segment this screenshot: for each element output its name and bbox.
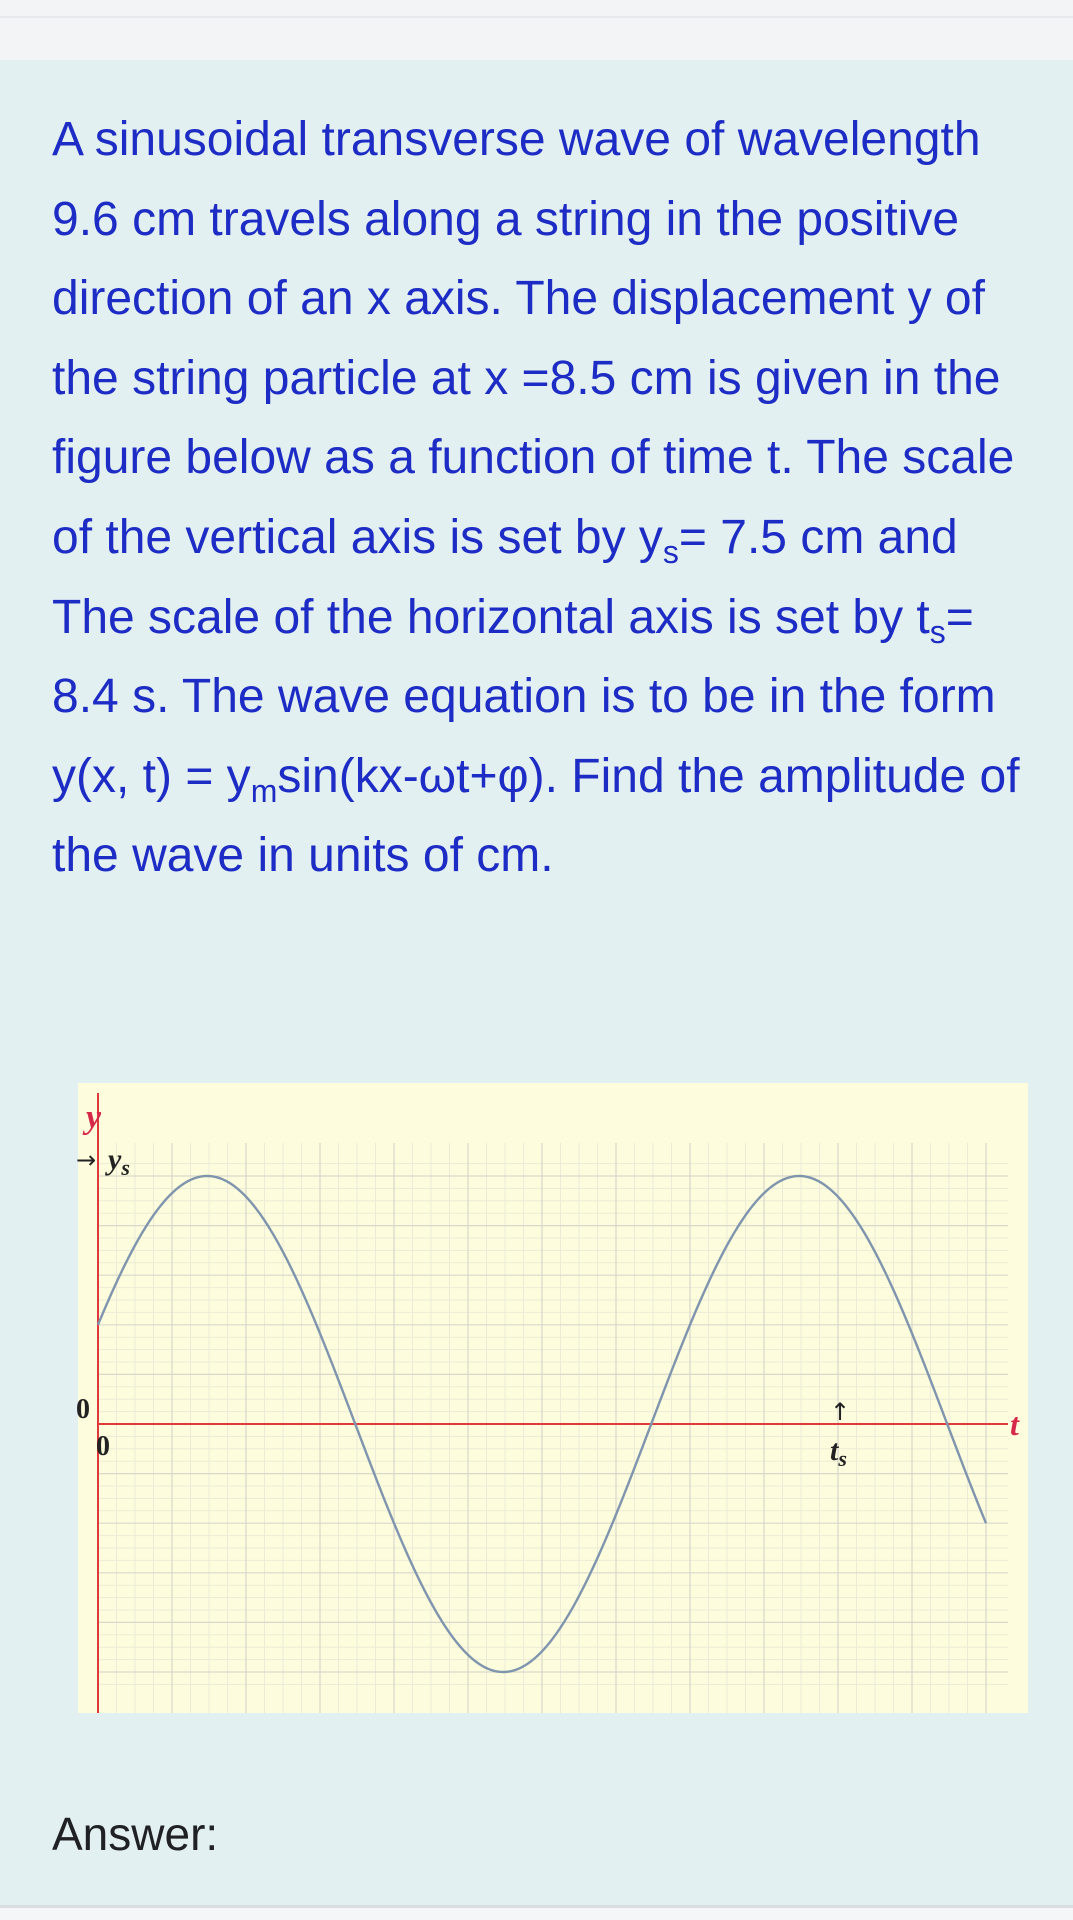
y-scale-label-sub: s: [121, 1155, 130, 1180]
answer-label: Answer:: [52, 1808, 219, 1860]
y-axis-label: y: [86, 1099, 102, 1136]
y-scale-label-main: y: [108, 1143, 122, 1176]
question-subscript-ts: s: [929, 613, 946, 650]
top-strip: [0, 0, 1073, 60]
origin-y-label: 0: [76, 1394, 90, 1425]
bottom-bar: [0, 1905, 1073, 1920]
question-text-part3: = 8.4 s. The wave equation is to be in the form y(x, t) = y: [52, 590, 996, 803]
y-scale-arrow: →: [76, 1146, 97, 1174]
origin-x-label: 0: [96, 1431, 110, 1462]
wave-graph: [78, 1083, 1028, 1713]
question-text-part2: = 7.5 cm and The scale of the horizontal axis is set by t: [52, 510, 958, 644]
question-text: [52, 100, 1042, 896]
t-axis-label: t: [1010, 1406, 1019, 1442]
wave-graph-figure: [78, 1083, 1028, 1713]
bottom-divider: [0, 1905, 1073, 1908]
question-subscript-ys: s: [662, 533, 679, 570]
t-scale-label-main: t: [830, 1434, 839, 1467]
question-text-part4: sin(kx-ωt+φ). Find the amplitude of the wave in units of cm.: [52, 749, 1020, 883]
question-subscript-ym: m: [250, 772, 278, 809]
t-scale-label-sub: s: [838, 1446, 847, 1471]
top-divider: [0, 16, 1073, 18]
t-scale-arrow: ↑: [830, 1398, 851, 1426]
question-text-part1: A sinusoidal transverse wave of wavelength 9.6 cm travels along a string in the positive direction of an x axis. The displacement y of the string particle at x =8.5 cm is given in the figure below as a function of time t. The scale of the vertical axis is set by y: [52, 113, 1015, 564]
